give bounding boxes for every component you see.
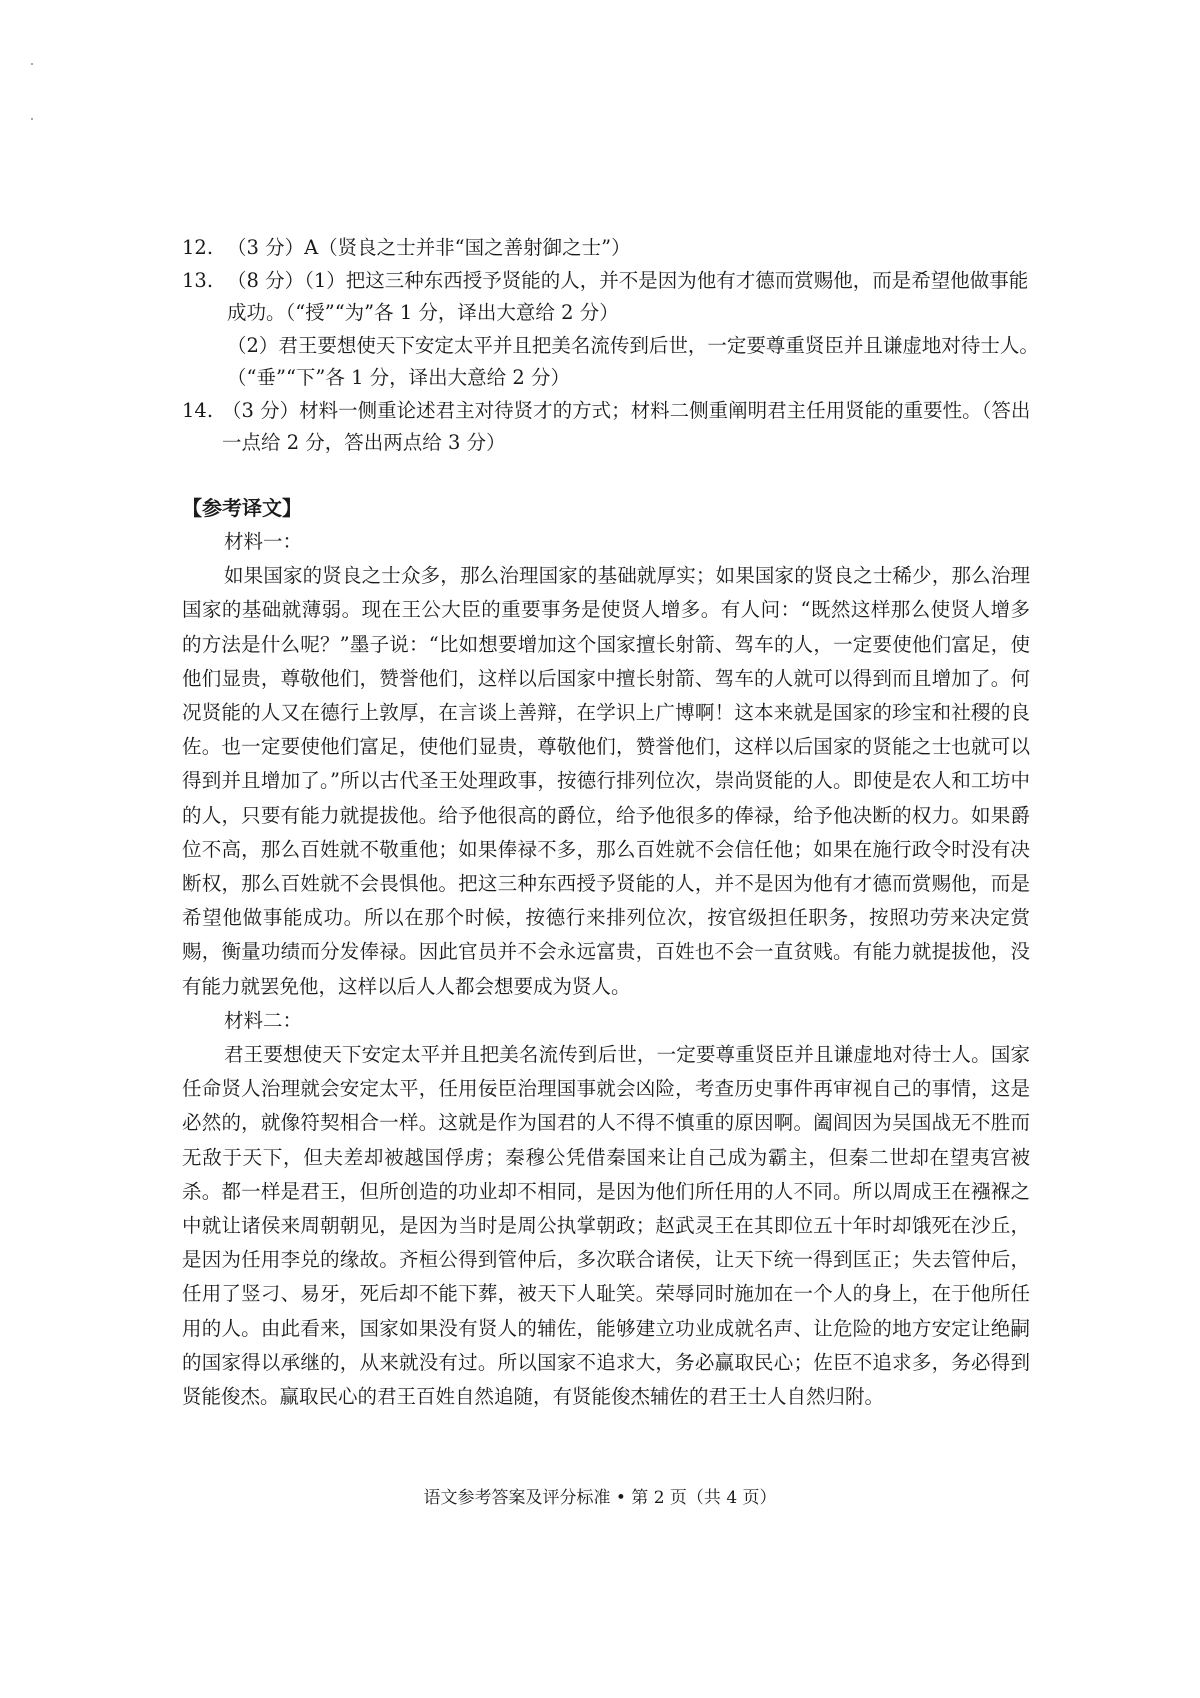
question-number: 12. [182,236,214,259]
answer-item-14 [182,395,1042,460]
answer-line: （2）君王要想使天下安定太平并且把美名流传到后世，一定要尊重贤臣并且谦虚地对待士人。（“垂”“下”各 1 分，译出大意给 2 分） [227,333,1039,389]
answer-line: （3 分）A（贤良之士并非“国之善射御之士”） [227,236,631,259]
answer-list [182,232,1042,460]
translation-section [182,525,1030,1414]
question-number: 14. [182,398,214,422]
material-two-title: 材料二： [224,1008,303,1032]
material-two-text: 君王要想使天下安定太平并且把美名流传到后世，一定要尊重贤臣并且谦虚地对待士人。国家任命贤人治理就会安定太平，任用佞臣治理国事就会凶险，考查历史事件再审视自己的事情，这是必然的，就像符契相合一样。这就是作为国君的人不得不慎重的原因啊。阖闾因为吴国战无不胜而无敌于天下，但夫差却被越国俘虏；秦穆公凭借秦国来让自己成为霸主，但秦二世却在望夷宫被杀。都一样是君王，但所创造的功业却不相同，是因为他们所任用的人不同。所以周成王在襁褓之中就让诸侯来周朝朝见，是因为当时是周公执掌朝政；赵武灵王在其即位五十年时却饿死在沙丘，是因为任用李兑的缘故。齐桓公得到管仲后，多次联合诸侯，让天下统一得到匡正；失去管仲后，任用了竖刁、易牙，死后却不能下葬，被天下人耻笑。荣辱同时施加在一个人的身上，在于他所任用的人。由此看来，国家如果没有贤人的辅佐，能够建立功业成就名声、让危险的地方安定让绝嗣的国家得以承继的，从来就没有过。所以国家不追求大，务必赢取民心；佐臣不追求多，务必得到贤能俊杰。赢取民心的君王百姓自然追随，有贤能俊杰辅佐的君王士人自然归附。 [182,1043,1030,1409]
answer-item-12 [182,232,1042,265]
answer-body [222,395,1042,460]
page-footer: 语文参考答案及评分标准 • 第 2 页（共 4 页） [423,1488,777,1508]
translation-heading: 【参考译文】 [182,496,302,520]
scan-speck [31,118,33,120]
material-one-title: 材料一： [224,530,303,553]
material-one-text: 如果国家的贤良之士众多，那么治理国家的基础就厚实；如果国家的贤良之士稀少，那么治理国家的基础就薄弱。现在王公大臣的重要事务是使贤人增多。有人问：“既然这样那么使贤人增多的方法是什么呢？”墨子说：“比如想要增加这个国家擅长射箭、驾车的人，一定要使他们富足，使他们显贵，尊敬他们，赞誉他们，这样以后国家中擅长射箭、驾车的人就可以得到而且增加了。何况贤能的人又在德行上敦厚，在言谈上善辩，在学识上广博啊！这本来就是国家的珍宝和社稷的良佐。也一定要使他们富足，使他们显贵，尊敬他们，赞誉他们，这样以后国家的贤能之士也就可以得到并且增加了。”所以古代圣王处理政事，按德行排列位次，崇尚贤能的人。即使是农人和工坊中的人，只要有能力就提拔他。给予他很高的爵位，给予他很多的俸禄，给予他决断的权力。如果爵位不高，那么百姓就不敬重他；如果俸禄不多，那么百姓就不会信任他；如果在施行政令时没有决断权，那么百姓就不会畏惧他。把这三种东西授予贤能的人，并不是因为他有才德而赏赐他，而是希望他做事能成功。所以在那个时候，按德行来排列位次，按官级担任职务，按照功劳来决定赏赐，衡量功绩而分发俸禄。因此官员并不会永远富贵，百姓也不会一直贫贱。有能力就提拔他，没有能力就罢免他，这样以后人人都会想要成为贤人。 [182,564,1030,998]
question-number: 13. [182,268,214,292]
answer-body [227,232,1042,265]
answer-body [227,265,1042,395]
scan-speck [31,63,33,65]
answer-line: （8 分）（1）把这三种东西授予贤能的人，并不是因为他有才德而赏赐他，而是希望他做事能成功。（“授”“为”各 1 分，译出大意给 2 分） [227,268,1029,324]
answer-item-13 [182,265,1042,395]
answer-line: （3 分）材料一侧重论述君主对待贤才的方式；材料二侧重阐明君主任用贤能的重要性。（答出一点给 2 分，答出两点给 3 分） [222,398,1031,454]
